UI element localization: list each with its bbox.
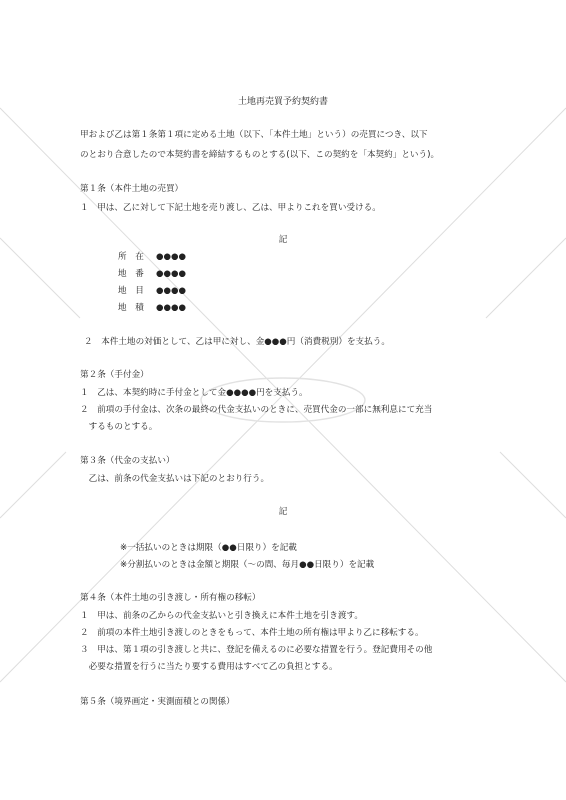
preamble-line-1: 甲および乙は第１条第１項に定める土地（以下、「本件土地」という）の売買につき、以下 <box>80 130 428 140</box>
property-value: ●●●● <box>156 252 186 262</box>
property-label: 所 在 <box>118 252 144 262</box>
preamble-line-2: のとおり合意したので本契約書を締結するものとする(以下、この契約を「本契約」という)。 <box>80 150 440 160</box>
property-row-lot-number <box>118 270 186 279</box>
article-3-paragraph-1: 乙は、前条の代金支払いは下記のとおり行う。 <box>80 474 270 484</box>
article-3-ki-label: 記 <box>278 507 288 517</box>
article-3-heading: 第３条（代金の支払い） <box>80 456 175 466</box>
article-1-ki-label: 記 <box>278 235 288 245</box>
article-1-paragraph-1: １ 甲は、乙に対して下記土地を売り渡し、乙は、甲よりこれを買い受ける。 <box>80 203 381 213</box>
article-3-note-2: ※分割払いのときは金額と期限（〜の間、毎月●●日限り）を記載 <box>120 560 375 570</box>
article-5-heading: 第５条（境界画定・実測面積との関係） <box>80 697 235 707</box>
article-2-heading: 第２条（手付金） <box>80 370 149 380</box>
property-value: ●●●● <box>156 269 186 279</box>
article-1-heading: 第１条（本件土地の売買） <box>80 184 184 194</box>
property-label: 地 目 <box>118 286 144 296</box>
article-1-paragraph-2: ２ 本件土地の対価として、乙は甲に対し、金●●●円（消費税別）を支払う。 <box>84 337 390 347</box>
property-value: ●●●● <box>156 303 186 313</box>
property-value: ●●●● <box>156 286 186 296</box>
document-title: 土地再売買予約契約書 <box>237 97 328 107</box>
article-2-line-3: するものとする。 <box>80 422 158 432</box>
property-row-location <box>118 253 186 262</box>
property-label: 地 積 <box>118 303 144 313</box>
property-row-land-category <box>118 287 186 296</box>
article-4-line-1: １ 甲は、前条の乙からの代金支払いと引き換えに本件土地を引き渡す。 <box>80 611 363 621</box>
article-4-line-4: 必要な措置を行うに当たり要する費用はすべて乙の負担とする。 <box>80 662 338 672</box>
article-3-note-1: ※一括払いのときは期限（●●日限り）を記載 <box>120 543 297 553</box>
article-4-line-2: ２ 前項の本件土地引き渡しのときをもって、本件土地の所有権は甲より乙に移転する。 <box>80 628 424 638</box>
article-2-line-2: ２ 前項の手付金は、次条の最終の代金支払いのときに、売買代金の一部に無利息にて充当 <box>80 405 433 415</box>
property-row-area <box>118 304 186 313</box>
article-4-heading: 第４条（本件土地の引き渡し・所有権の移転） <box>80 593 261 603</box>
article-2-line-1: １ 乙は、本契約時に手付金として金●●●●円を支払う。 <box>80 388 308 398</box>
property-label: 地 番 <box>118 269 144 279</box>
article-4-line-3: ３ 甲は、第１項の引き渡しと共に、登記を備えるのに必要な措置を行う。登記費用その他 <box>80 645 433 655</box>
